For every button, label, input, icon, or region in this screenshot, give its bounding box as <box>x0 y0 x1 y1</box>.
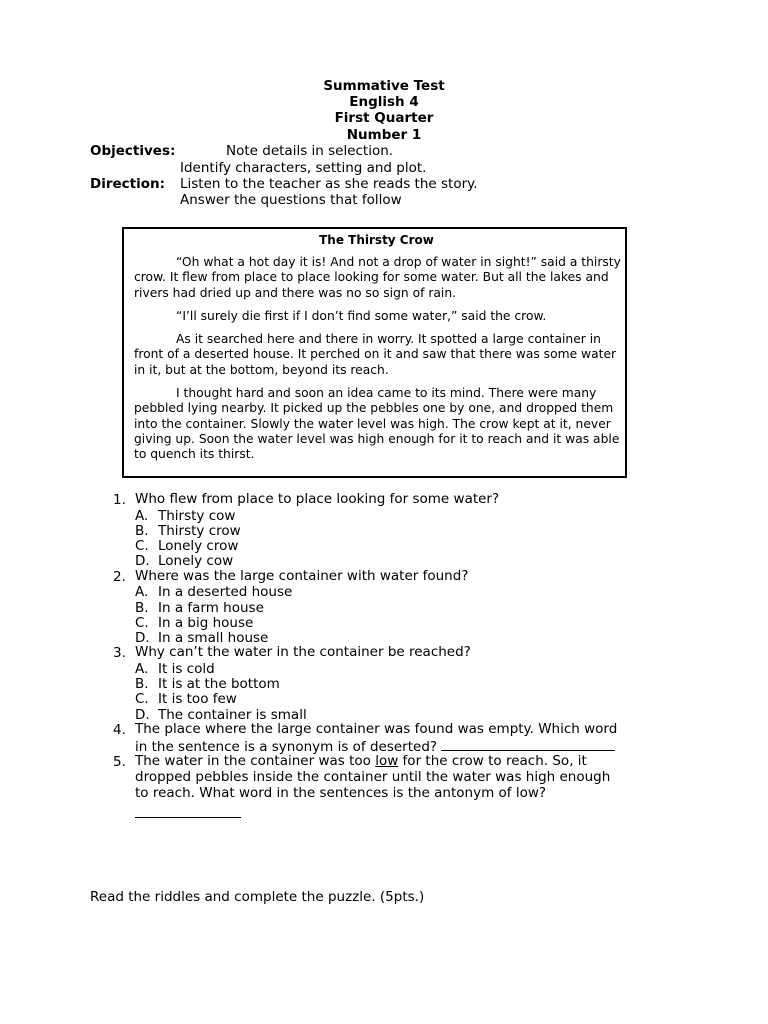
question-number: 2. <box>113 569 126 585</box>
subject-title: English 4 <box>349 94 419 110</box>
option-letter: A. <box>135 508 149 524</box>
puzzle-instruction: Read the riddles and complete the puzzle. (5pts.) <box>90 889 425 905</box>
test-number: Number 1 <box>346 127 422 143</box>
question-text-part: for the crow to reach. So, it <box>398 753 587 769</box>
answer-blank[interactable] <box>135 805 241 818</box>
story-paragraph: “Oh what a hot day it is! And not a drop of water in sight!” said a thirsty crow. It flew from place to place looking for some water. But all the lakes and rivers had dried up and there was no so sign of rain. <box>134 255 621 300</box>
option-letter: D. <box>135 553 150 569</box>
option-letter: C. <box>135 691 149 707</box>
option-text: Thirsty cow <box>158 508 236 524</box>
question-text-part: The water in the container was too <box>135 753 376 769</box>
direction-item: Listen to the teacher as she reads the story. <box>180 176 478 192</box>
direction-label: Direction: <box>90 176 166 192</box>
objective-item: Note details in selection. <box>226 143 394 159</box>
answer-blank[interactable] <box>441 738 615 751</box>
direction-item: Answer the questions that follow <box>180 192 402 208</box>
option-text: The container is small <box>158 707 307 723</box>
underlined-word: low <box>375 753 399 769</box>
question-text-part: in the sentence is a synonym is of deserted? <box>135 739 438 755</box>
option-letter: B. <box>135 676 149 692</box>
option-text: It is cold <box>158 661 215 677</box>
option-letter: D. <box>135 630 150 646</box>
question-text: Who flew from place to place looking for some water? <box>135 491 500 507</box>
story-box <box>122 227 627 478</box>
question-number: 1. <box>113 492 126 508</box>
question-text: to reach. What word in the sentences is the antonym of low? <box>135 785 547 801</box>
option-text: Thirsty crow <box>158 523 241 539</box>
question-text: dropped pebbles inside the container until the water was high enough <box>135 769 611 785</box>
option-letter: A. <box>135 584 149 600</box>
option-letter: B. <box>135 600 149 616</box>
question-number: 5. <box>113 754 126 770</box>
option-text: In a small house <box>158 630 269 646</box>
story-paragraph: “I’ll surely die first if I don’t find some water,” said the crow. <box>176 309 547 323</box>
option-text: Lonely cow <box>158 553 234 569</box>
option-text: It is too few <box>158 691 237 707</box>
option-letter: A. <box>135 661 149 677</box>
objectives-label: Objectives: <box>90 143 176 159</box>
story-paragraph: As it searched here and there in worry. It spotted a large container in front of a deserted house. It perched on it and saw that there was some water in it, but at the bottom, beyond its reach. <box>134 332 617 377</box>
option-letter: D. <box>135 707 150 723</box>
option-letter: B. <box>135 523 149 539</box>
story-paragraph: I thought hard and soon an idea came to its mind. There were many pebbled lying nearby. It picked up the pebbles one by one, and dropped them into the container. Slowly the water level was high. The crow kept at it, never giving up. Soon the water level was high enough for it to reach and it was able to quench its thirst. <box>134 386 620 462</box>
test-title: Summative Test <box>323 78 445 94</box>
option-text: In a big house <box>158 615 254 631</box>
option-text: In a deserted house <box>158 584 293 600</box>
option-text: Lonely crow <box>158 538 239 554</box>
question-text <box>135 754 587 770</box>
option-text: In a farm house <box>158 600 264 616</box>
question-text: The place where the large container was found was empty. Which word <box>135 721 618 737</box>
option-text: It is at the bottom <box>158 676 280 692</box>
question-text: Why can’t the water in the container be reached? <box>135 644 471 660</box>
option-letter: C. <box>135 538 149 554</box>
question-number: 3. <box>113 645 126 661</box>
story-title: The Thirsty Crow <box>319 233 434 247</box>
question-text: Where was the large container with water found? <box>135 568 469 584</box>
objective-item: Identify characters, setting and plot. <box>180 160 427 176</box>
quarter-title: First Quarter <box>334 110 434 126</box>
question-number: 4. <box>113 722 126 738</box>
option-letter: C. <box>135 615 149 631</box>
